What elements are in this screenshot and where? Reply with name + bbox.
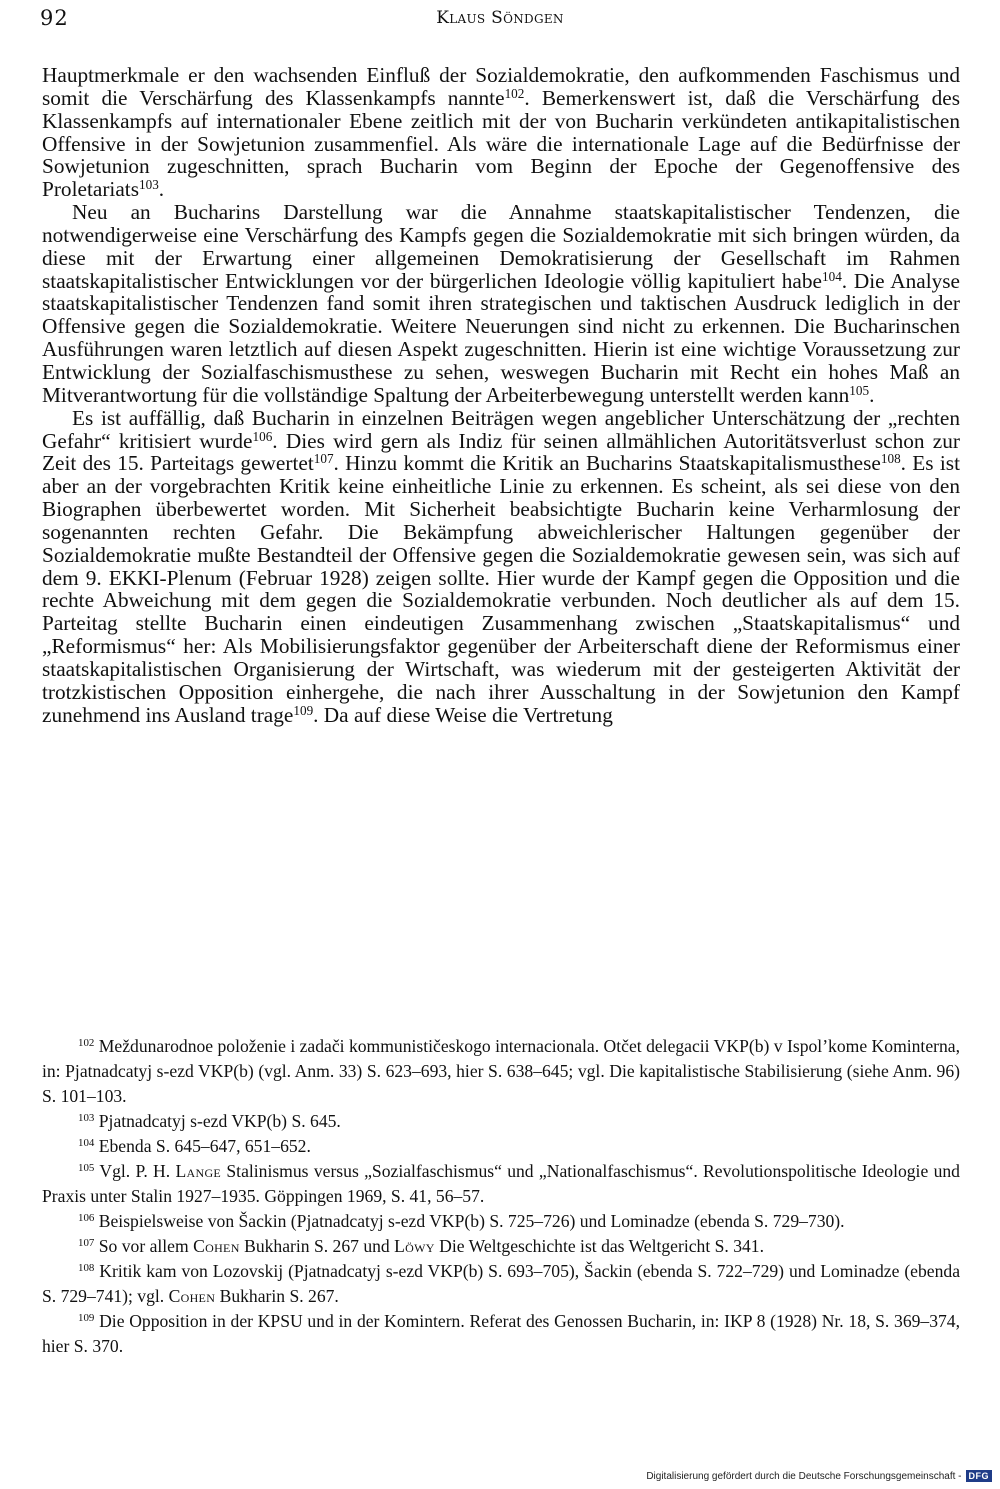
text-run: . Dies wird gern als Indiz für seinen allmählichen Autoritätsverlust schon zur Zeit des 15. Parteitags gewertet <box>42 428 960 476</box>
page-number: 92 <box>40 6 69 30</box>
footnote-text: Meždunarodnoe položenie i zadači kommunističeskogo internacionala. Otčet delegacii VKP(b) v Ispol’kome Kominterna, in: Pjatnadcatyj s-ezd VKP(b) (vgl. Anm. 33) S. 623–693, hier S. 638–645; vgl. Die kapitalistische Stabilisierung (siehe Anm. 96) S. 101–103. <box>42 1036 960 1106</box>
text-run: . Hinzu kommt die Kritik an Bucharins Staatskapitalismusthese <box>333 451 881 476</box>
text-run: Neu an Bucharins Darstellung war die Annahme staatskapitalistischer Tendenzen, die notwendigerweise eine Verschärfung des Kampfs gegen die Sozialdemokratie mit sich bringen würden, da diese mit der Erwartung einer allgemeinen Demokratisierung der Gesellschaft im Rahmen staatskapitalistischer Entwicklungen vor der bürgerlichen Ideologie völlig kapituliert habe <box>42 200 960 293</box>
footnote-text: Stalinismus versus „Sozialfaschismus“ und „Nationalfaschismus“. Revolutionspolitische Ideologie und Praxis unter Stalin 1927–1935. Göppingen 1969, S. 41, 56–57. <box>42 1161 960 1206</box>
text-run: . Es ist aber an der vorgebrachten Kritik keine einheitliche Linie zu erkennen. Es scheint, als sei diese von den Biographen überbewertet worden. Mit Sicherheit beabsichtigte Bucharin keine Verharmlosung der sogenannten rechten Gefahr. Die Bekämpfung abweichlerischer Haltungen gegenüber der Sozialdemokratie mußte Bestandteil der Offensive gegen die Sozialdemokratie gewesen sein, was sich auf dem 9. EKKI-Plenum (Februar 1928) zeigen sollte. Hier wurde der Kampf gegen die Opposition und die rechte Abweichung mit dem gegen die Sozialdemokratie verbunden. Noch deutlicher als auf dem 15. Parteitag stellte Bucharin einen eindeutigen Zusammenhang zwischen „Staatskapitalismus“ und „Reformismus“ her: Als Mobilisierungsfaktor gegenüber der Arbeiterschaft diene der Reformismus einer staatskapitalistischen Organisierung der Wirtschaft, was wiederum mit der gesteigerten Aktivität der trotzkistischen Opposition einhergehe, die nach ihrer Ausschaltung in der Sowjetunion den Kampf zunehmend ins Ausland trage <box>42 451 960 727</box>
footnote-ref: 104 <box>822 268 842 284</box>
text-run: Hauptmerkmale er den wachsenden Einfluß der Sozialdemokratie, den aufkommenden Faschismus und somit die Verschärfung des Klassenkampfs nannte <box>42 63 960 110</box>
digitization-credit <box>646 1470 992 1482</box>
text-run: . Da auf diese Weise die Vertretung <box>313 702 613 727</box>
footnote-number: 107 <box>78 1237 95 1249</box>
footnote-number: 104 <box>78 1137 95 1149</box>
footnote-text: Kritik kam von Lozovskij (Pjatnadcatyj s-ezd VKP(b) S. 693–705), Šackin (ebenda S. 722–729) und Lominadze (ebenda S. 729–741); vgl. <box>42 1261 960 1306</box>
author-name: Löwy <box>394 1236 435 1256</box>
footnote-ref: 102 <box>504 85 525 101</box>
footnote-number: 103 <box>78 1112 95 1124</box>
footnote-106 <box>42 1209 960 1234</box>
credit-text: Digitalisierung gefördert durch die Deutsche Forschungsgemeinschaft - <box>646 1470 962 1482</box>
footnote-number: 105 <box>78 1162 95 1174</box>
footnote-109 <box>42 1309 960 1359</box>
footnote-text: Bukharin S. 267. <box>219 1286 339 1306</box>
paragraph-2 <box>42 201 960 407</box>
footnote-text: Die Weltgeschichte ist das Weltgericht S. 341. <box>439 1236 765 1256</box>
footnote-108 <box>42 1259 960 1309</box>
footnote-104 <box>42 1134 960 1159</box>
footnote-ref: 107 <box>313 451 334 467</box>
footnote-ref: 109 <box>293 702 314 718</box>
footnote-text: Bukharin S. 267 und <box>244 1236 390 1256</box>
footnote-text: Die Opposition in der KPSU und in der Komintern. Referat des Genossen Bucharin, in: IKP 8 (1928) Nr. 18, S. 369–374, hier S. 370. <box>42 1311 961 1356</box>
author-name: Lange <box>175 1161 222 1181</box>
footnote-number: 102 <box>78 1037 95 1049</box>
footnote-102 <box>42 1034 960 1109</box>
footnote-ref: 106 <box>252 428 273 444</box>
footnote-103 <box>42 1109 960 1134</box>
footnote-number: 108 <box>78 1262 95 1274</box>
footnote-number: 109 <box>78 1312 95 1324</box>
author-name: Cohen <box>193 1236 240 1256</box>
footnote-text: Beispielsweise von Šackin (Pjatnadcatyj s-ezd VKP(b) S. 725–726) und Lominadze (ebenda S. 729–730). <box>98 1211 845 1231</box>
footnote-text: Vgl. P. H. <box>99 1161 171 1181</box>
footnotes <box>42 1034 960 1359</box>
footnote-107 <box>42 1234 960 1259</box>
body-text <box>42 64 960 726</box>
paragraph-3 <box>42 407 960 727</box>
running-head: Klaus Söndgen <box>436 8 564 28</box>
footnote-ref: 103 <box>139 176 159 192</box>
text-run: . <box>869 382 875 407</box>
footnote-text: So vor allem <box>98 1236 189 1256</box>
text-run: . Die Analyse staatskapitalistischer Tendenzen fand somit ihren strategischen und taktischen Ausdruck lediglich in der Offensive gegen die Sozialdemokratie. Weitere Neuerungen sind nicht zu erkennen. Die Bucharinschen Ausführungen waren letztlich auf diesen Aspekt zugeschnitten. Hierin ist eine wichtige Voraussetzung zur Entwicklung der Sozialfaschismusthese zu sehen, weswegen Bucharin mit Recht ein hohes Maß an Mitverantwortung für die vollständige Spaltung der Arbeiterbewegung unterstellt werden kann <box>42 268 961 407</box>
paragraph-1 <box>42 64 960 201</box>
footnote-number: 106 <box>78 1212 95 1224</box>
text-run: Es ist auffällig, daß Bucharin in einzelnen Beiträgen wegen angeblicher Unterschätzung der „rechten Gefahr“ kritisiert wurde <box>42 405 960 453</box>
footnote-105 <box>42 1159 960 1209</box>
footnote-ref: 105 <box>849 382 870 398</box>
dfg-logo-icon: DFG <box>966 1470 993 1482</box>
text-run: . Bemerkenswert ist, daß die Verschärfung des Klassenkampfs auf internationaler Ebene zeitlich mit der von Bucharin verkündeten antikapitalistischen Offensive in der Sowjetunion zusammenfiel. Als wäre die internationale Lage auf die Bedürfnisse der Sowjetunion zugeschnitten, sprach Bucharin vom Beginn der Epoche der Gegenoffensive des Proletariats <box>42 85 960 202</box>
text-run: . <box>158 177 165 202</box>
footnote-text: Pjatnadcatyj s-ezd VKP(b) S. 645. <box>98 1111 341 1131</box>
footnote-ref: 108 <box>880 451 901 467</box>
author-name: Cohen <box>168 1286 216 1306</box>
footnote-text: Ebenda S. 645–647, 651–652. <box>98 1136 311 1156</box>
